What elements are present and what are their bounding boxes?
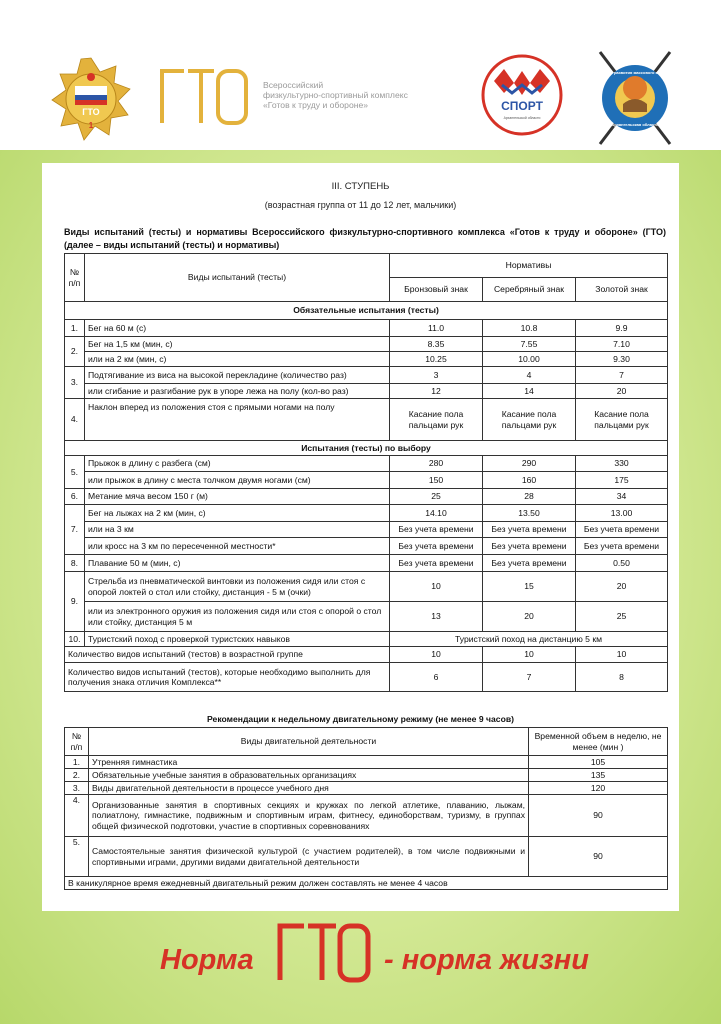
- bronze-value: 150: [390, 472, 483, 489]
- table-row: [65, 632, 668, 647]
- gto-description-line1: Всероссийский: [263, 80, 324, 90]
- table-row: [65, 795, 668, 837]
- row-name: или сгибание и разгибание рук в упоре лежа на полу (кол-во раз): [85, 384, 390, 399]
- gto-description: [263, 80, 463, 110]
- medal-text: ГТО: [82, 107, 100, 117]
- row-name: Туристский поход с проверкой туристских навыков: [85, 632, 390, 647]
- silver-value: Касание пола пальцами рук: [483, 399, 576, 441]
- row-name: Бег на лыжах на 2 км (мин, с): [85, 505, 390, 522]
- activity-col-name: Виды двигательной деятельности: [89, 728, 529, 756]
- row-name: Виды двигательной деятельности в процессе учебного дня: [89, 782, 529, 795]
- gold-value: 13.00: [576, 505, 668, 522]
- row-name: Бег на 60 м (с): [85, 320, 390, 337]
- gold-value: 25: [576, 602, 668, 632]
- bronze-value: 13: [390, 602, 483, 632]
- document-heading: Виды испытаний (тесты) и нормативы Всероссийского физкультурно-спортивного комплекса «Готов к труду и обороне» (ГТО) (далее – виды испытаний (тесты) и нормативы): [64, 227, 666, 250]
- silver-value: 28: [483, 489, 576, 505]
- row-name: или кросс на 3 км по пересеченной местности*: [85, 538, 390, 555]
- bronze-value: 10: [390, 572, 483, 602]
- gold-value: Касание пола пальцами рук: [576, 399, 668, 441]
- row-no: 5.: [65, 837, 89, 877]
- bronze-value: Без учета времени: [390, 522, 483, 538]
- table-row: [65, 555, 668, 572]
- gold-value: 7: [576, 367, 668, 384]
- row-name: или на 3 км: [85, 522, 390, 538]
- row-time: 105: [529, 756, 668, 769]
- gold-value: Без учета времени: [576, 538, 668, 555]
- silver-value: 7: [483, 663, 576, 692]
- table-row: [65, 489, 668, 505]
- gold-value: 9.9: [576, 320, 668, 337]
- row-time: 90: [529, 837, 668, 877]
- bronze-value: 12: [390, 384, 483, 399]
- table-row: [65, 572, 668, 602]
- activity-footer: В каникулярное время ежедневный двигательный режим должен составлять не менее 4 часов: [65, 877, 668, 890]
- table-row: [65, 663, 668, 692]
- table-row: [65, 538, 668, 555]
- activity-col-no: № п/п: [65, 728, 89, 756]
- table-row: [65, 602, 668, 632]
- row-no: 3.: [65, 782, 89, 795]
- row-name: Метание мяча весом 150 г (м): [85, 489, 390, 505]
- silver-value: Без учета времени: [483, 555, 576, 572]
- gold-value: 9.30: [576, 352, 668, 367]
- norms-table: [64, 253, 668, 692]
- table-row: [65, 399, 668, 441]
- silver-value: 290: [483, 456, 576, 472]
- row-name: Самостоятельные занятия физической культурой (с участием родителей), в том числе подвижными и спортивными играми, другими видами двигательной деятельности: [89, 837, 529, 877]
- row-no: 3.: [65, 367, 85, 399]
- row-no: 2.: [65, 337, 85, 367]
- center-logo-icon: [590, 46, 680, 150]
- gto-logo-text: ГТО: [203, 125, 205, 126]
- bronze-value: 25: [390, 489, 483, 505]
- activity-table-title: Рекомендации к недельному двигательному режиму (не менее 9 часов): [207, 714, 514, 724]
- table-row: [65, 320, 668, 337]
- section-mandatory: Обязательные испытания (тесты): [65, 302, 668, 320]
- slogan-logo-text: ГТО: [323, 982, 325, 983]
- silver-value: 7.55: [483, 337, 576, 352]
- row-no: 8.: [65, 555, 85, 572]
- col-norms-header: Нормативы: [390, 254, 668, 278]
- silver-value: 4: [483, 367, 576, 384]
- row-no: 1.: [65, 756, 89, 769]
- col-gold-header: Золотой знак: [576, 278, 668, 302]
- table-row: [65, 769, 668, 782]
- section-optional: Испытания (тесты) по выбору: [65, 441, 668, 456]
- count-required-label: Количество видов испытаний (тестов), которые необходимо выполнить для получения знака отличия Комплекса**: [65, 663, 390, 692]
- row-name: или прыжок в длину с места толчком двумя ногами (см): [85, 472, 390, 489]
- table-row: [65, 505, 668, 522]
- row-no: 2.: [65, 769, 89, 782]
- row-time: 120: [529, 782, 668, 795]
- bronze-value: 10: [390, 647, 483, 663]
- table-row: [65, 384, 668, 399]
- bronze-value: Без учета времени: [390, 538, 483, 555]
- row-name: Организованные занятия в спортивных секциях и кружках по легкой атлетике, плаванию, лыжам, полиатлону, гимнастике, подвижным и спортивным играм, фитнесу, единоборствам, туризму, в группах общей физической подготовки, участие в спортивных соревнованиях: [89, 795, 529, 837]
- gold-value: 7.10: [576, 337, 668, 352]
- count-tests-label: Количество видов испытаний (тестов) в возрастной группе: [65, 647, 390, 663]
- row-time: 90: [529, 795, 668, 837]
- table-row: [65, 472, 668, 489]
- slogan-left: Норма: [160, 944, 254, 976]
- row-name: или из электронного оружия из положения сидя или стоя с опорой о стол или стойку, дистанция 5 м: [85, 602, 390, 632]
- silver-value: Без учета времени: [483, 522, 576, 538]
- row-no: 1.: [65, 320, 85, 337]
- gto-description-line2: физкультурно-спортивный комплекс: [263, 90, 408, 100]
- bronze-value: 10.25: [390, 352, 483, 367]
- slogan-gto-logo-icon: [276, 922, 372, 984]
- table-row: [65, 522, 668, 538]
- row-no: 4.: [65, 795, 89, 837]
- slogan-right: - норма жизни: [384, 944, 590, 976]
- table-row: [65, 756, 668, 769]
- gto-description-line3: «Готов к труду и обороне»: [263, 100, 369, 110]
- gold-value: 34: [576, 489, 668, 505]
- row-name: Обязательные учебные занятия в образовательных организациях: [89, 769, 529, 782]
- bronze-value: 280: [390, 456, 483, 472]
- row-time: 135: [529, 769, 668, 782]
- silver-value: 20: [483, 602, 576, 632]
- bronze-value: 14.10: [390, 505, 483, 522]
- col-test-header: Виды испытаний (тесты): [85, 254, 390, 302]
- sport-logo-text: СПОРТ: [501, 99, 543, 113]
- table-row: [65, 782, 668, 795]
- row-no: 10.: [65, 632, 85, 647]
- gold-value: 20: [576, 384, 668, 399]
- silver-value: 160: [483, 472, 576, 489]
- gold-value: Без учета времени: [576, 522, 668, 538]
- center-logo-text-top: Центр развития массового спорта: [600, 70, 670, 75]
- bronze-value: 8.35: [390, 337, 483, 352]
- row-name: Бег на 1,5 км (мин, с): [85, 337, 390, 352]
- bronze-value: Касание пола пальцами рук: [390, 399, 483, 441]
- hike-value: Туристский поход на дистанцию 5 км: [390, 632, 668, 647]
- col-silver-header: Серебряный знак: [483, 278, 576, 302]
- activity-table: [64, 727, 668, 890]
- gto-logo-icon: [158, 67, 250, 127]
- table-row: [65, 367, 668, 384]
- center-logo-text-bottom: Архангельская область: [611, 122, 659, 127]
- bronze-value: 11.0: [390, 320, 483, 337]
- medal-number: 1: [88, 121, 94, 130]
- row-name: Наклон вперед из положения стоя с прямыми ногами на полу: [85, 399, 390, 441]
- table-row: [65, 647, 668, 663]
- sport-logo-subtext: Архангельской области: [503, 116, 541, 120]
- row-no: 9.: [65, 572, 85, 632]
- row-name: Утренняя гимнастика: [89, 756, 529, 769]
- table-row: [65, 456, 668, 472]
- table-row: [65, 337, 668, 352]
- gold-value: 330: [576, 456, 668, 472]
- row-name: или на 2 км (мин, с): [85, 352, 390, 367]
- silver-value: 10: [483, 647, 576, 663]
- silver-value: 13.50: [483, 505, 576, 522]
- row-no: 6.: [65, 489, 85, 505]
- gold-value: 175: [576, 472, 668, 489]
- table-row: [65, 837, 668, 877]
- gto-medal-icon: [48, 56, 134, 142]
- col-no-header: № п/п: [65, 254, 85, 302]
- silver-value: 15: [483, 572, 576, 602]
- silver-value: Без учета времени: [483, 538, 576, 555]
- activity-col-time: Временной объем в неделю, не менее (мин ): [529, 728, 668, 756]
- table-row: [65, 352, 668, 367]
- silver-value: 10.00: [483, 352, 576, 367]
- row-name: Стрельба из пневматической винтовки из положения сидя или стоя с опорой локтей о стол или стойку, дистанция - 5 м (очки): [85, 572, 390, 602]
- row-name: Плавание 50 м (мин, с): [85, 555, 390, 572]
- row-no: 4.: [65, 399, 85, 441]
- row-no: 5.: [65, 456, 85, 489]
- row-name: Прыжок в длину с разбега (см): [85, 456, 390, 472]
- bronze-value: 6: [390, 663, 483, 692]
- bronze-value: Без учета времени: [390, 555, 483, 572]
- gold-value: 20: [576, 572, 668, 602]
- row-no: 7.: [65, 505, 85, 555]
- row-name: Подтягивание из виса на высокой перекладине (количество раз): [85, 367, 390, 384]
- col-bronze-header: Бронзовый знак: [390, 278, 483, 302]
- age-group: (возрастная группа от 11 до 12 лет, мальчики): [264, 200, 457, 210]
- silver-value: 14: [483, 384, 576, 399]
- bronze-value: 3: [390, 367, 483, 384]
- gold-value: 0.50: [576, 555, 668, 572]
- stage-title: III. СТУПЕНЬ: [331, 181, 390, 192]
- silver-value: 10.8: [483, 320, 576, 337]
- gold-value: 10: [576, 647, 668, 663]
- gold-value: 8: [576, 663, 668, 692]
- sport-logo-icon: [480, 53, 564, 137]
